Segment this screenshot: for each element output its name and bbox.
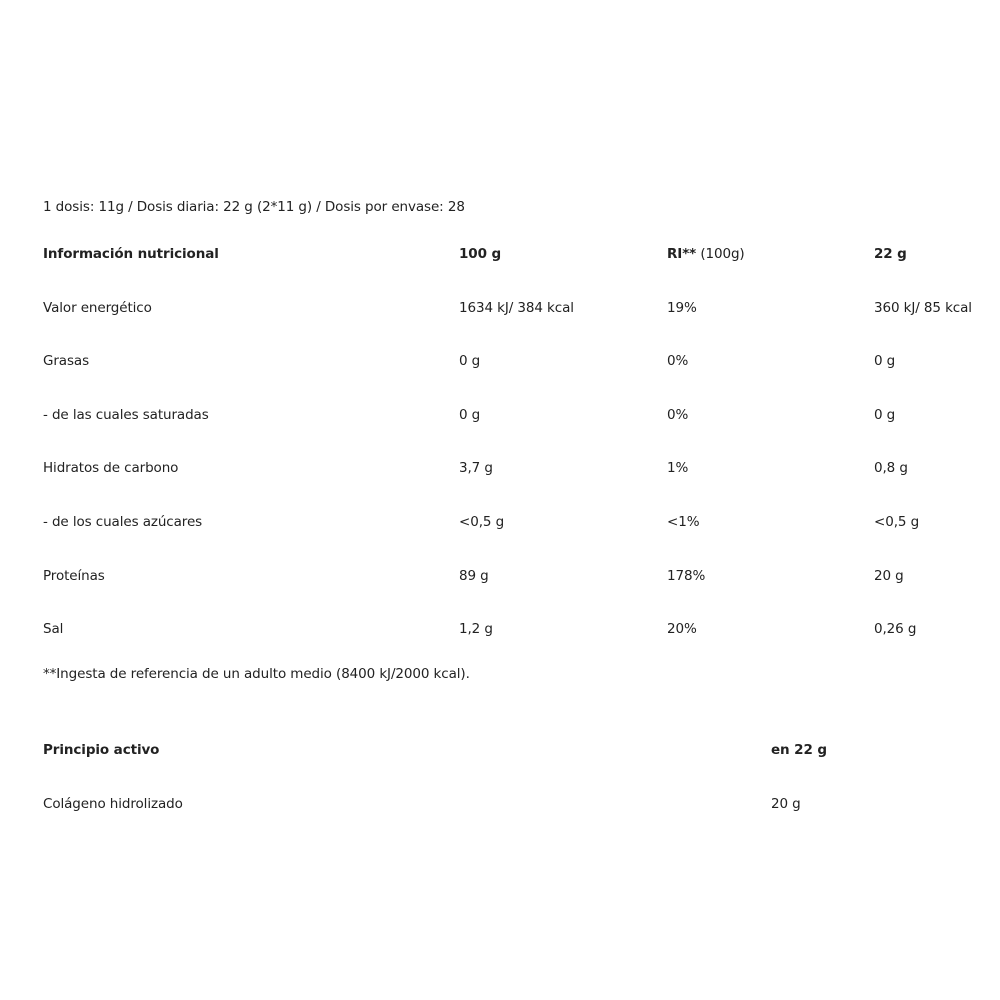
header-per-100g: 100 g	[459, 246, 502, 262]
header-active-ingredient: Principio activo	[43, 742, 160, 758]
row-per-100g: 1,2 g	[459, 621, 493, 638]
nutrition-table	[43, 246, 993, 675]
row-per-100g: 1634 kJ/ 384 kcal	[459, 299, 574, 316]
row-name: Valor energético	[43, 299, 152, 316]
row-per-100g: 3,7 g	[459, 460, 493, 477]
row-name: Sal	[43, 621, 64, 638]
row-per-dose: 0,26 g	[874, 621, 917, 638]
table-row	[43, 460, 993, 514]
footnote: **Ingesta de referencia de un adulto medio (8400 kJ/2000 kcal).	[43, 666, 470, 682]
row-name: - de las cuales saturadas	[43, 406, 209, 423]
table-row	[43, 353, 993, 407]
active-table-header	[43, 742, 943, 796]
table-row	[43, 568, 993, 622]
row-name: Hidratos de carbono	[43, 460, 179, 477]
table-row	[43, 300, 993, 354]
row-per-dose: 0 g	[874, 353, 896, 370]
ingredient-name: Colágeno hidrolizado	[43, 795, 183, 812]
row-ri: 178%	[667, 567, 706, 584]
row-ri: 19%	[667, 299, 697, 316]
row-ri: 1%	[667, 460, 689, 477]
table-row	[43, 514, 993, 568]
row-name: Proteínas	[43, 567, 105, 584]
header-amount: en 22 g	[771, 742, 827, 758]
row-per-dose: 0,8 g	[874, 460, 908, 477]
dose-info: 1 dosis: 11g / Dosis diaria: 22 g (2*11 g) / Dosis por envase: 28	[43, 199, 465, 215]
header-nutrition-info: Información nutricional	[43, 246, 219, 262]
header-ri-label: RI**	[667, 246, 697, 262]
row-per-100g: <0,5 g	[459, 513, 505, 530]
table-row	[43, 407, 993, 461]
row-per-100g: 89 g	[459, 567, 489, 584]
active-ingredient-table	[43, 742, 943, 849]
row-per-dose: 0 g	[874, 406, 896, 423]
ingredient-amount: 20 g	[771, 795, 801, 812]
row-per-dose: <0,5 g	[874, 513, 920, 530]
row-ri: <1%	[667, 513, 700, 530]
header-per-dose: 22 g	[874, 246, 907, 262]
row-ri: 20%	[667, 621, 697, 638]
row-ri: 0%	[667, 353, 689, 370]
row-ri: 0%	[667, 406, 689, 423]
row-per-100g: 0 g	[459, 353, 481, 370]
row-name: - de los cuales azúcares	[43, 513, 203, 530]
table-row	[43, 796, 943, 850]
header-ri-unit: (100g)	[696, 246, 745, 262]
row-name: Grasas	[43, 353, 90, 370]
row-per-100g: 0 g	[459, 406, 481, 423]
nutrition-table-header	[43, 246, 993, 300]
header-ri	[667, 246, 745, 262]
row-per-dose: 20 g	[874, 567, 904, 584]
row-per-dose: 360 kJ/ 85 kcal	[874, 299, 972, 316]
